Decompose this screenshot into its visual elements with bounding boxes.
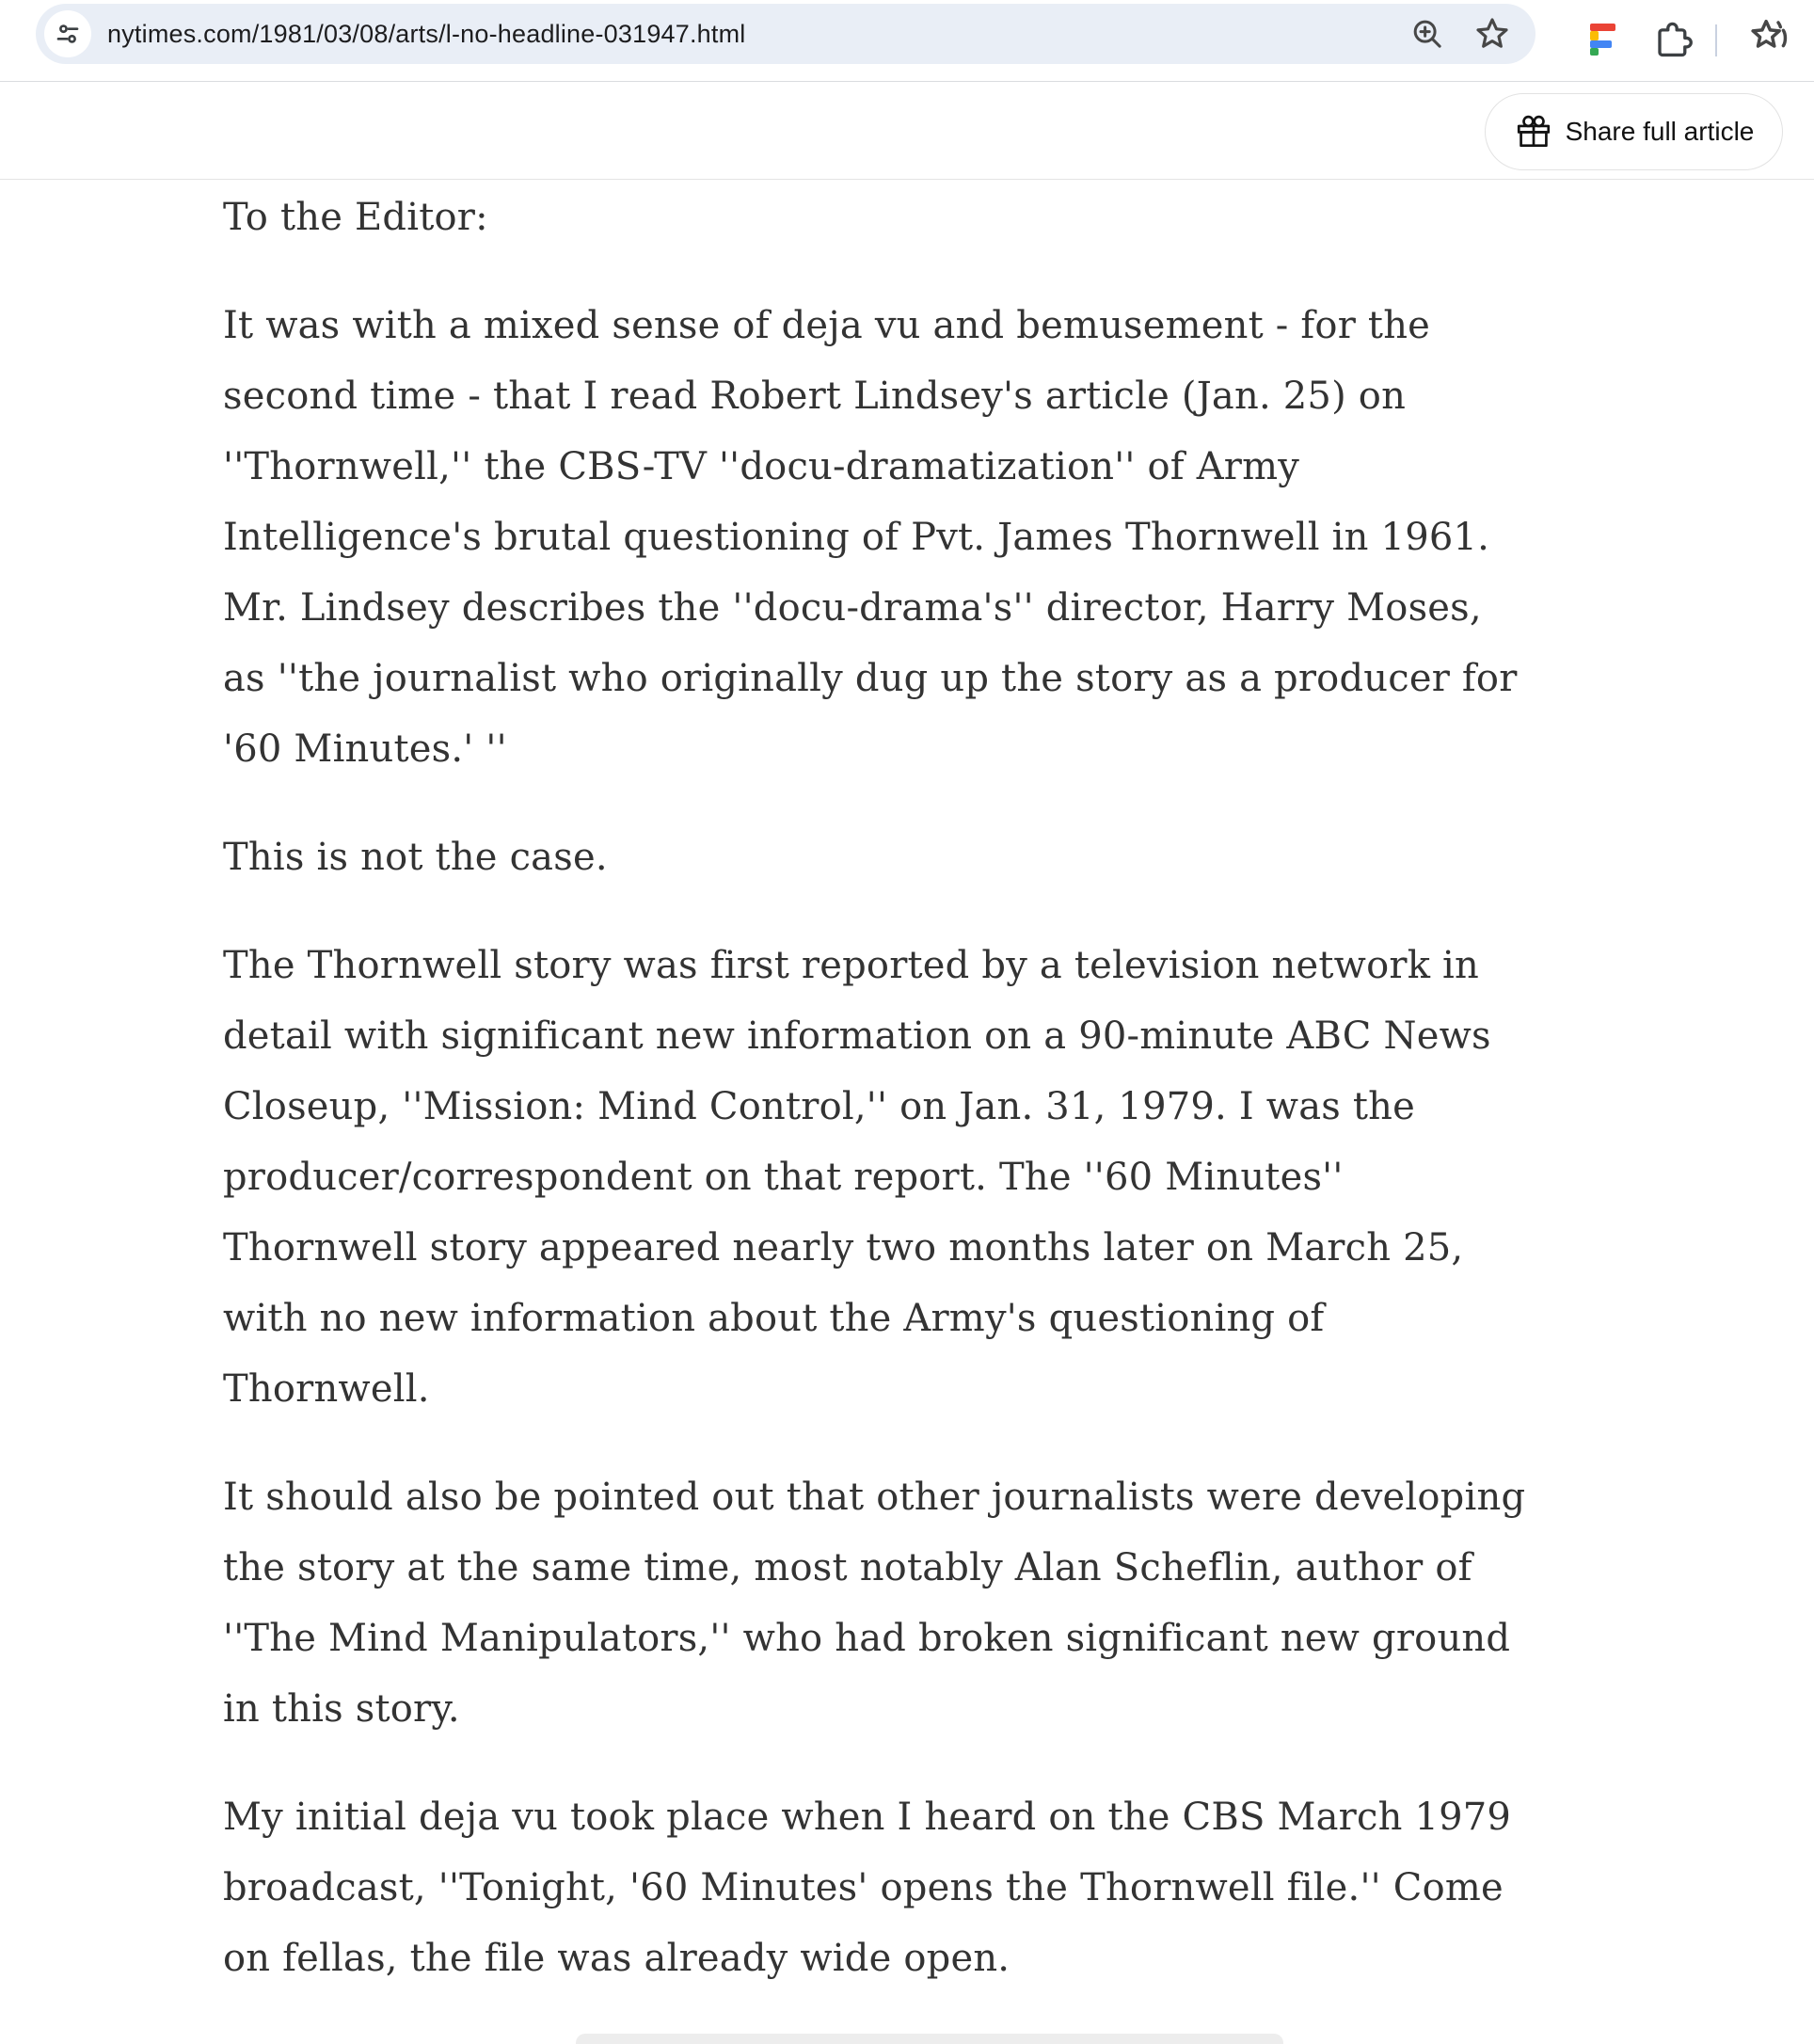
- text-line: as ''the journalist who originally dug up the story as a producer for: [223, 657, 1518, 700]
- site-info-chip[interactable]: [44, 10, 91, 57]
- text-line: The Thornwell story was first reported by a television network in: [223, 944, 1480, 987]
- zoom-in-icon[interactable]: [1409, 16, 1445, 52]
- text-line: ''Thornwell,'' the CBS-TV ''docu-dramatization'' of Army: [223, 445, 1300, 488]
- share-full-article-button[interactable]: [1485, 93, 1783, 170]
- text-line: detail with significant new information on a 90-minute ABC News: [223, 1014, 1491, 1058]
- toolbar-separator: [1715, 24, 1717, 56]
- text-line: on fellas, the file was already wide open.: [223, 1937, 1010, 1980]
- text-line: second time - that I read Robert Lindsey's article (Jan. 25) on: [223, 375, 1407, 418]
- f-icon-yellow-block: [1590, 31, 1599, 40]
- below-fold-element: [576, 2034, 1283, 2044]
- text-line: My initial deja vu took place when I heard on the CBS March 1979: [223, 1796, 1512, 1839]
- url-bar[interactable]: [36, 4, 1536, 64]
- text-line: '60 Minutes.' '': [223, 727, 507, 771]
- text-line: with no new information about the Army's questioning of: [223, 1297, 1325, 1340]
- text-line: It was with a mixed sense of deja vu and bemusement - for the: [223, 304, 1431, 347]
- gift-icon: [1514, 112, 1553, 152]
- article-header: [0, 82, 1814, 180]
- text-line: This is not the case.: [223, 836, 608, 879]
- bookmark-star-icon[interactable]: [1473, 15, 1511, 53]
- paragraph-4: [223, 1462, 1728, 1745]
- text-line: in this story.: [223, 1687, 460, 1731]
- f-icon-green-block: [1590, 48, 1599, 56]
- text-line: Mr. Lindsey describes the ''docu-drama's'' director, Harry Moses,: [223, 586, 1482, 630]
- star-sparkle-icon[interactable]: [1746, 13, 1793, 60]
- text-line: Intelligence's brutal questioning of Pvt. James Thornwell in 1961.: [223, 516, 1490, 559]
- article-body: [223, 183, 1728, 2032]
- paragraph-3: [223, 931, 1728, 1425]
- paragraph-1: [223, 291, 1728, 785]
- text-line: Closeup, ''Mission: Mind Control,'' on Jan. 31, 1979. I was the: [223, 1085, 1416, 1128]
- share-button-label: Share full article: [1565, 117, 1755, 146]
- text-line: Thornwell.: [223, 1367, 430, 1411]
- text-line: the story at the same time, most notably Alan Scheflin, author of: [223, 1546, 1472, 1589]
- text-line: broadcast, ''Tonight, '60 Minutes' opens the Thornwell file.'' Come: [223, 1866, 1504, 1909]
- paragraph-2: [223, 822, 1728, 893]
- text-line: It should also be pointed out that other journalists were developing: [223, 1476, 1526, 1519]
- url-text[interactable]: nytimes.com/1981/03/08/arts/l-no-headline-031947.html: [107, 19, 746, 48]
- text-line: producer/correspondent on that report. The ''60 Minutes'': [223, 1156, 1344, 1199]
- f-extension-icon[interactable]: [1590, 24, 1616, 56]
- text-line: Thornwell story appeared nearly two months later on March 25,: [223, 1226, 1464, 1270]
- salutation-paragraph: [223, 183, 1728, 253]
- omnibox-actions: [1409, 15, 1511, 53]
- extensions-puzzle-icon[interactable]: [1653, 20, 1693, 59]
- f-icon-blue-bar: [1590, 40, 1612, 48]
- text-line: ''The Mind Manipulators,'' who had broken significant new ground: [223, 1617, 1511, 1660]
- paragraph-5: [223, 1782, 1728, 1994]
- browser-toolbar: [0, 0, 1814, 82]
- f-icon-red-bar: [1590, 24, 1615, 31]
- text-line: To the Editor:: [223, 196, 488, 239]
- tune-icon: [53, 19, 83, 49]
